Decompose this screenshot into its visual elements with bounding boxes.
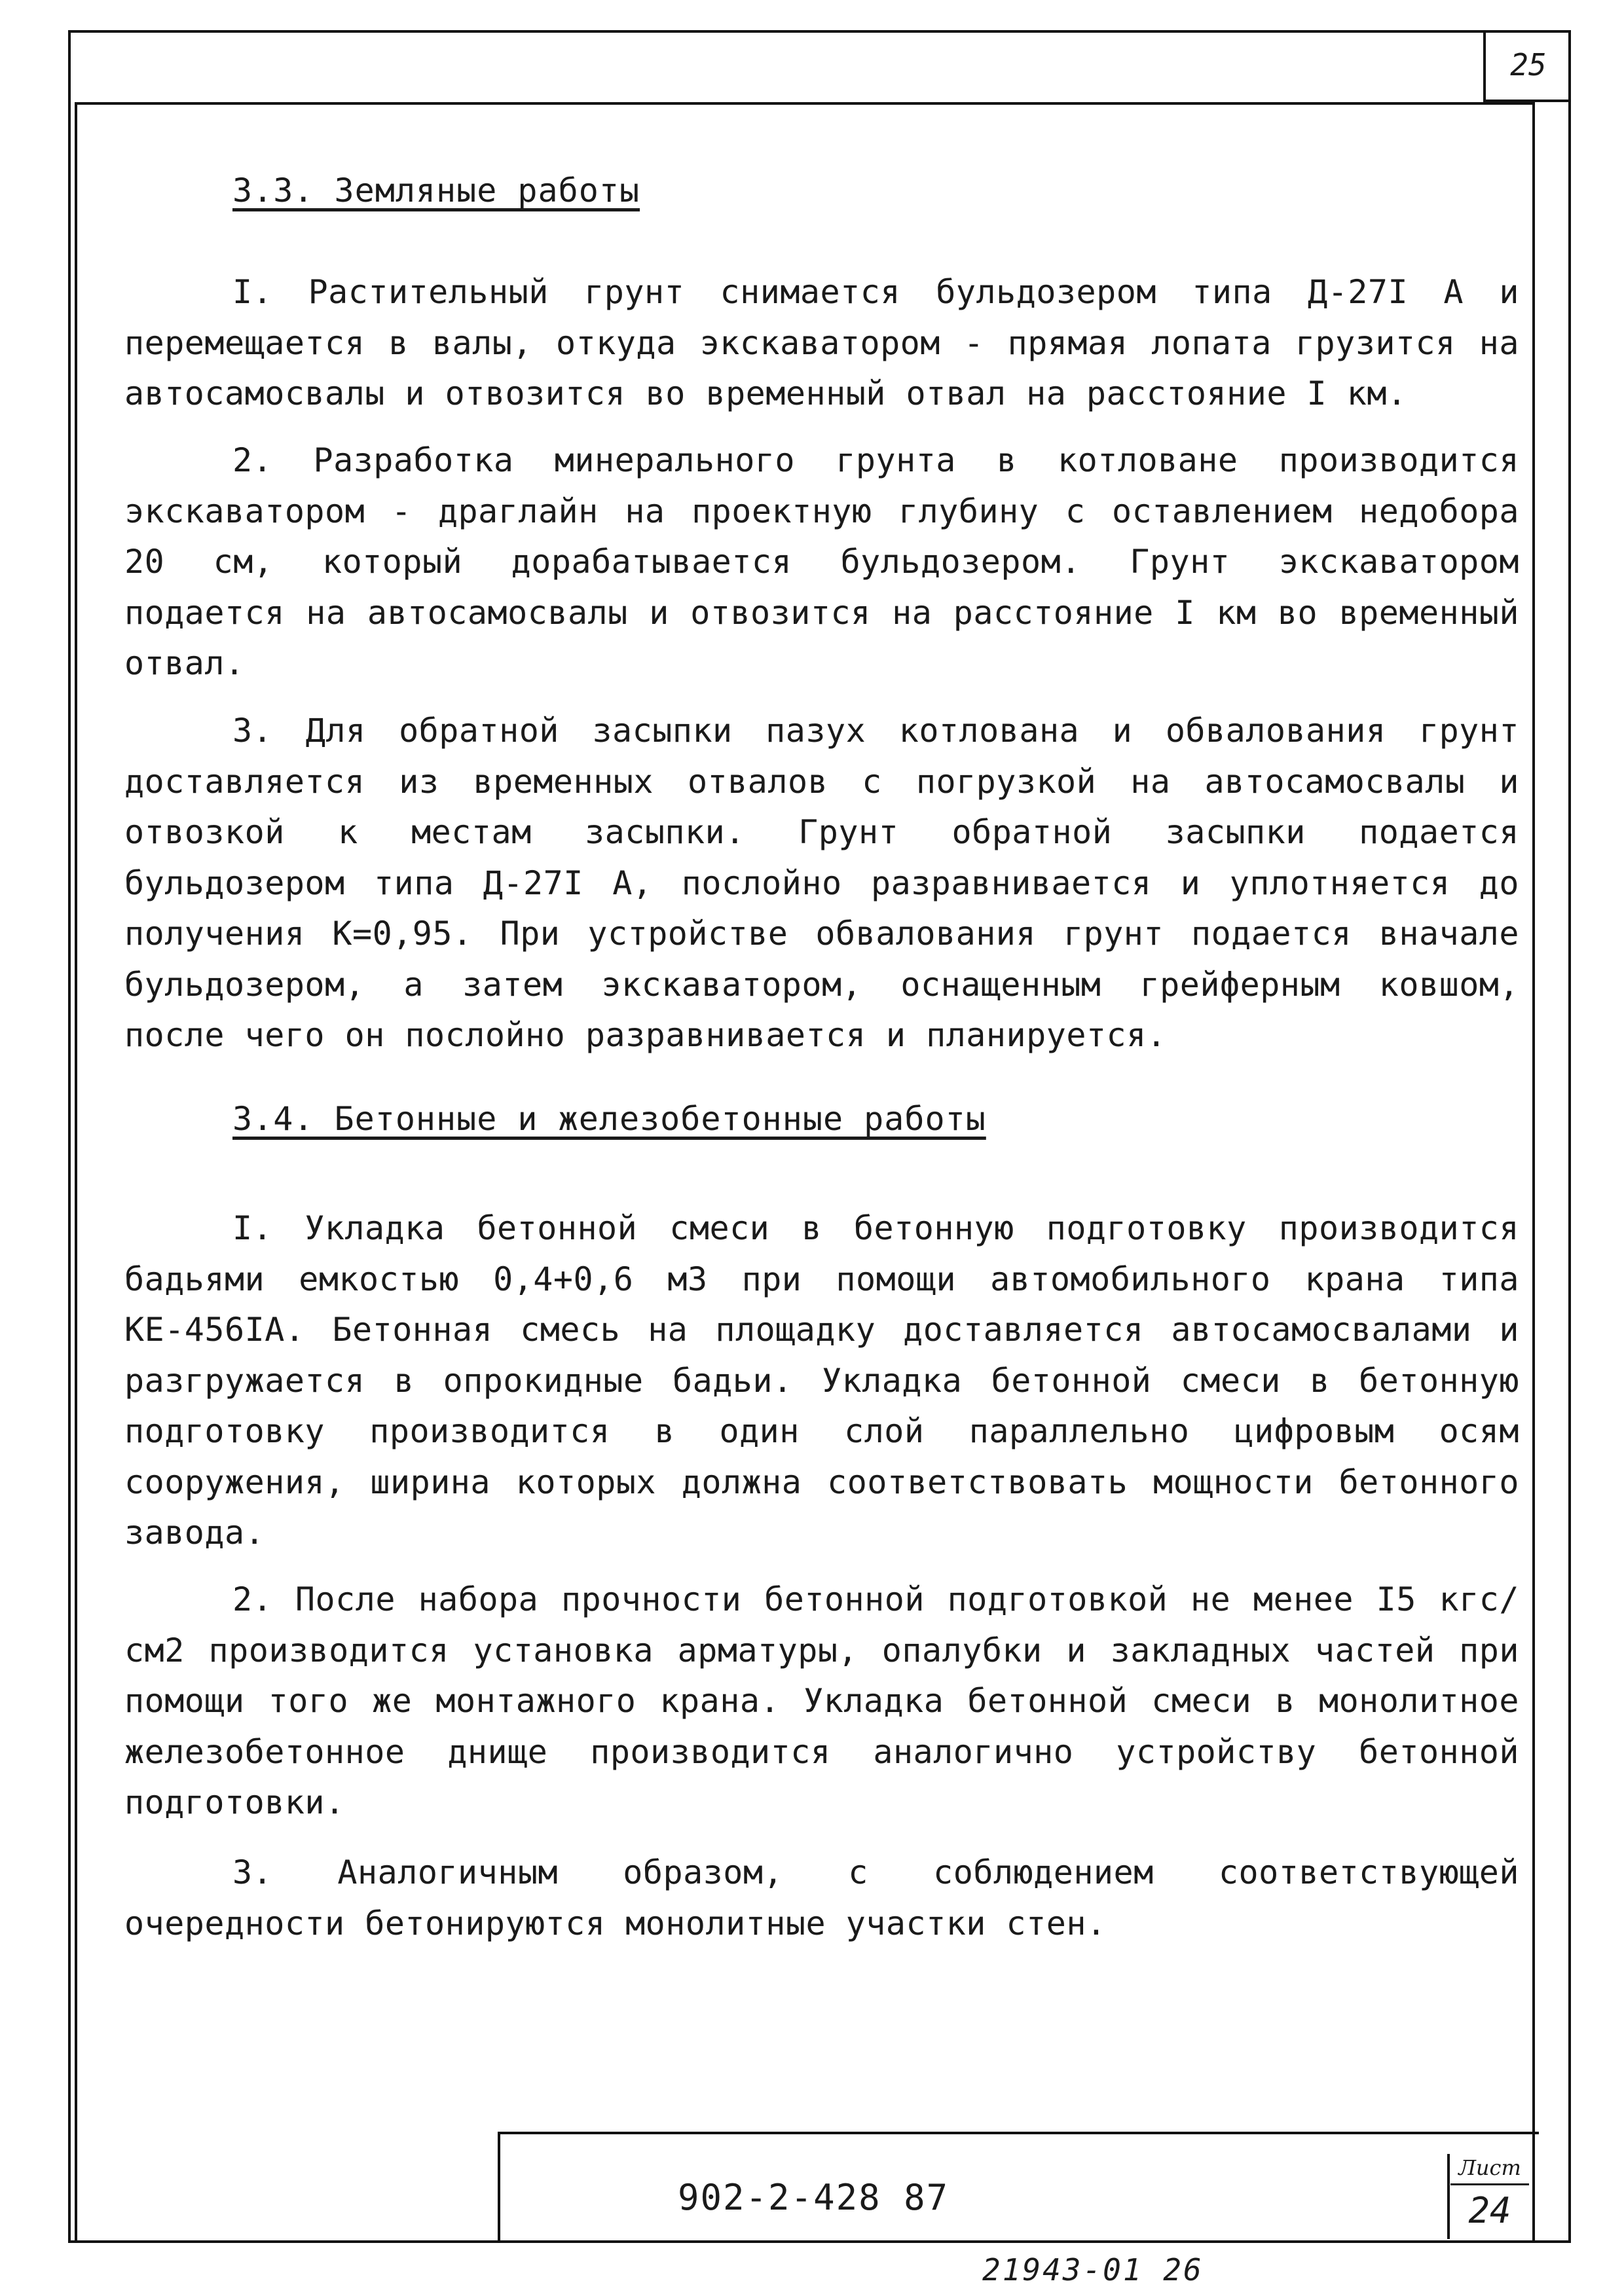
section-heading-concrete-works: 3.4. Бетонные и железобетонные работы: [232, 1100, 986, 1138]
page-number: 25: [1483, 30, 1571, 102]
sheet-label: Лист: [1450, 2155, 1529, 2185]
section-heading-earthworks: 3.3. Земляные работы: [232, 172, 640, 210]
paragraph-concrete-2: 2. После набора прочности бетонной подготовкой не менее I5 кгс/см2 производится установка арматуры, опалубки и закладных частей при помощи того же монтажного крана. Укладка бетонной смеси в монолитное железобетонное днище производится аналогично устройству бетонной подготовки.: [124, 1580, 1519, 1821]
paragraph-earthworks-2: 2. Разработка минерального грунта в котловане производится экскаватором - драглайн на проектную глубину с оставлением недобора 20 см, который дорабатывается бульдозером. Грунт экскаватором подается на автосамосвалы и отвозится на расстояние I км во временный отвал.: [124, 441, 1519, 682]
title-block: [498, 2132, 1539, 2243]
paragraph-earthworks-3: 3. Для обратной засыпки пазух котлована и обвалования грунт доставляется из временных отвалов с погрузкой на автосамосвалы и отвозкой к местам засыпки. Грунт обратной засыпки подается бульдозером типа Д-27I А, послойно разравнивается и уплотняется до получения К=0,95. При устройстве обвалования грунт подается вначале бульдозером, а затем экскаватором, оснащенным грейферным ковшом, после чего он послойно разравнивается и планируется.: [124, 712, 1519, 1054]
archive-number: 21943-01 26: [982, 2252, 1204, 2287]
document-code: 902-2-428 87: [678, 2177, 950, 2218]
sheet-number: 24: [1468, 2190, 1511, 2231]
paragraph-concrete-3: 3. Аналогичным образом, с соблюдением соответствующей очередности бетонируются монолитные участки стен.: [124, 1853, 1519, 1942]
paragraph-earthworks-1: I. Растительный грунт снимается бульдозером типа Д-27I А и перемещается в валы, откуда экскаватором - прямая лопата грузится на автосамосвалы и отвозится во временный отвал на расстояние I км.: [124, 273, 1519, 412]
paragraph-concrete-1: I. Укладка бетонной смеси в бетонную подготовку производится бадьями емкостью 0,4+0,6 м3 при помощи автомобильного крана типа КЕ-456IА. Бетонная смесь на площадку доставляется автосамосвалами и разгружается в опрокидные бадьи. Укладка бетонной смеси в бетонную подготовку производится в один слой параллельно цифровым осям сооружения, ширина которых должна соответствовать мощности бетонного завода.: [124, 1209, 1519, 1552]
